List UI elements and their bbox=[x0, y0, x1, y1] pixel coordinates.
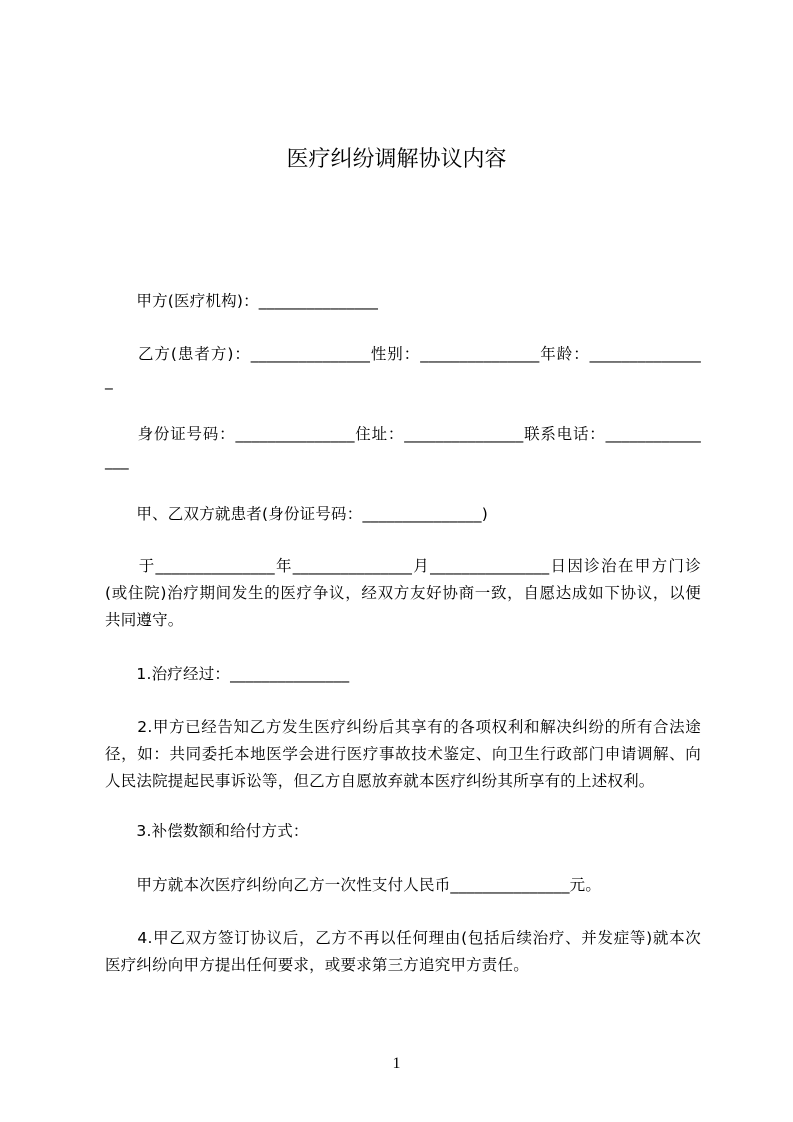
page-number: 1 bbox=[392, 1055, 401, 1072]
patient-id-line: 甲、乙双方就患者(身份证号码：_______________) bbox=[105, 505, 488, 523]
clause-2-line-2: 径，如：共同委托本地医学会进行医疗事故技术鉴定、向卫生行政部门申请调解、向 bbox=[105, 745, 701, 763]
party-b-line-cont: _ bbox=[105, 372, 113, 390]
id-address-phone-line-cont: ___ bbox=[105, 452, 129, 470]
document-title: 医疗纠纷调解协议内容 bbox=[286, 147, 507, 172]
clause-3: 3.补偿数额和给付方式： bbox=[105, 822, 309, 840]
clause-1: 1.治疗经过：_______________ bbox=[105, 665, 350, 683]
clause-2-line-1: 2.甲方已经告知乙方发生医疗纠纷后其享有的各项权利和解决纠纷的所有合法途 bbox=[105, 718, 701, 736]
clause-4-line-1: 4.甲乙双方签订协议后，乙方不再以任何理由(包括后续治疗、并发症等)就本次 bbox=[105, 929, 701, 947]
payment-line: 甲方就本次医疗纠纷向乙方一次性支付人民币_______________元。 bbox=[105, 876, 602, 894]
clause-2-line-3: 人民法院提起民事诉讼等，但乙方自愿放弃就本医疗纠纷其所享有的上述权利。 bbox=[105, 772, 655, 790]
dispute-line: (或住院)治疗期间发生的医疗争议，经双方友好协商一致，自愿达成如下协议，以便 bbox=[105, 584, 701, 602]
date-line: 于_______________年_______________月_______________日因诊治在甲方门诊 bbox=[105, 557, 701, 575]
clause-4-line-2: 医疗纠纷向甲方提出任何要求，或要求第三方追究甲方责任。 bbox=[105, 956, 529, 974]
party-b-line: 乙方(患者方)：_______________性别：_______________年龄：______________ bbox=[105, 345, 701, 363]
id-address-phone-line: 身份证号码：_______________住址：_______________联系电话：____________ bbox=[105, 425, 701, 443]
party-a-line: 甲方(医疗机构)：_______________ bbox=[105, 292, 379, 310]
dispute-line-end: 共同遵守。 bbox=[105, 611, 184, 629]
